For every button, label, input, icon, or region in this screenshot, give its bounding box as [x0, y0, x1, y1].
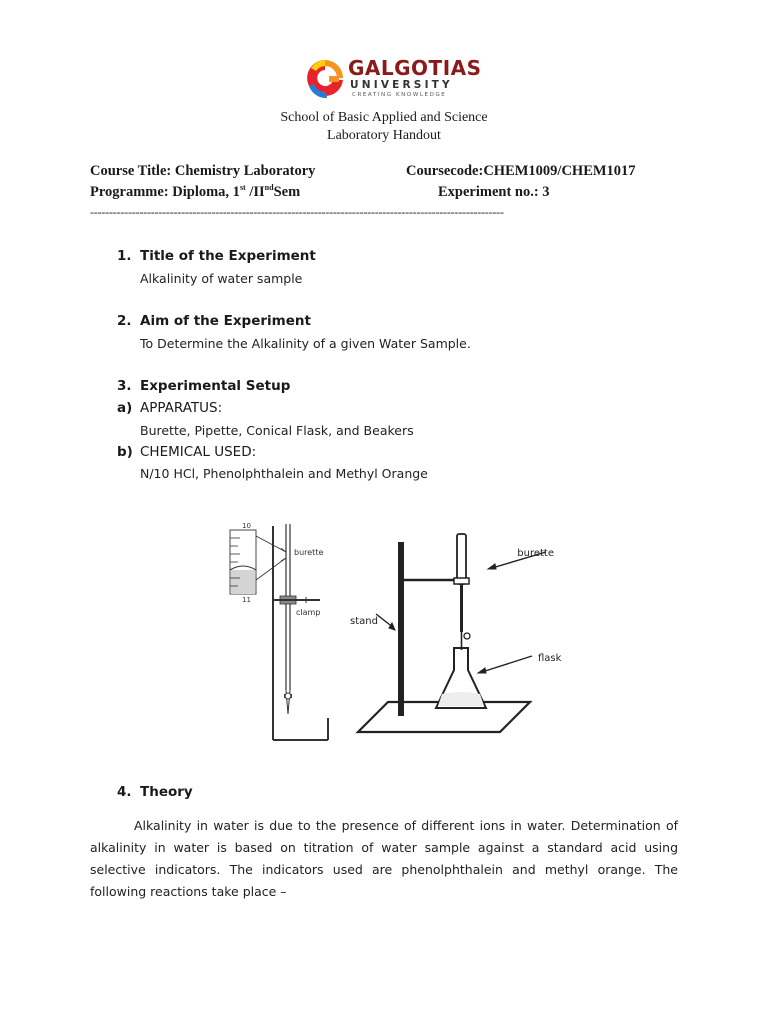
section-1-text: Alkalinity of water sample [140, 271, 303, 286]
section-4-number: 4. [117, 784, 132, 800]
logo-subtitle: UNIVERSITY [350, 79, 453, 91]
apparatus-figure [220, 518, 562, 748]
apparatus-heading: APPARATUS: [140, 400, 223, 416]
section-2-text: To Determine the Alkalinity of a given Water Sample. [140, 336, 471, 351]
course-title: Course Title: Chemistry Laboratory [90, 163, 316, 179]
scale-label-11: 11 [242, 596, 251, 604]
programme-prefix: Programme: Diploma, 1 [90, 184, 240, 200]
clamp-label: clamp [296, 608, 321, 617]
section-3-title: Experimental Setup [140, 378, 291, 394]
programme-suffix: Sem [273, 184, 301, 200]
document-type: Laboratory Handout [327, 128, 441, 143]
section-1-number: 1. [117, 248, 132, 264]
flask-label: flask [538, 653, 562, 664]
theory-paragraph: Alkalinity in water is due to the presence of different ions in water. Determination of alkalinity in water is based on titration of water sample against a standard acid using selective indicators. The indicators used are phenolphthalein and methyl orange. The following reactions take place – [90, 818, 678, 899]
stand-label: stand [350, 616, 378, 627]
programme [90, 184, 300, 201]
section-3-number: 3. [117, 378, 132, 394]
scale-label-10: 10 [242, 522, 251, 530]
chemicals-text: N/10 HCl, Phenolphthalein and Methyl Orange [140, 466, 428, 481]
section-2-number: 2. [117, 313, 132, 329]
burette-label-left: burette [294, 548, 324, 557]
logo-name: GALGOTIAS [348, 56, 482, 80]
galgotias-logo-icon [303, 56, 347, 102]
programme-mid: /II [245, 184, 265, 200]
burette-label-right: burette [517, 548, 554, 559]
university-logo [303, 56, 482, 102]
section-4-title: Theory [140, 784, 193, 800]
school-name: School of Basic Applied and Science [280, 110, 488, 125]
chemicals-heading: CHEMICAL USED: [140, 444, 257, 460]
experiment-number: Experiment no.: 3 [438, 184, 550, 200]
section-1-title: Title of the Experiment [140, 248, 316, 264]
apparatus-text: Burette, Pipette, Conical Flask, and Beakers [140, 423, 414, 438]
course-code: Coursecode:CHEM1009/CHEM1017 [406, 163, 636, 179]
header-separator: ------------------------------------------------------------------------------------------------------------- [90, 205, 504, 219]
section-2-title: Aim of the Experiment [140, 313, 311, 329]
section-3b-label: b) [117, 444, 133, 460]
programme-sup-second: nd [264, 183, 274, 193]
section-3a-label: a) [117, 400, 133, 416]
logo-tagline: CREATING KNOWLEDGE [352, 92, 447, 98]
titration-setup-drawing [358, 534, 546, 732]
programme-sup-first: st [239, 183, 246, 193]
